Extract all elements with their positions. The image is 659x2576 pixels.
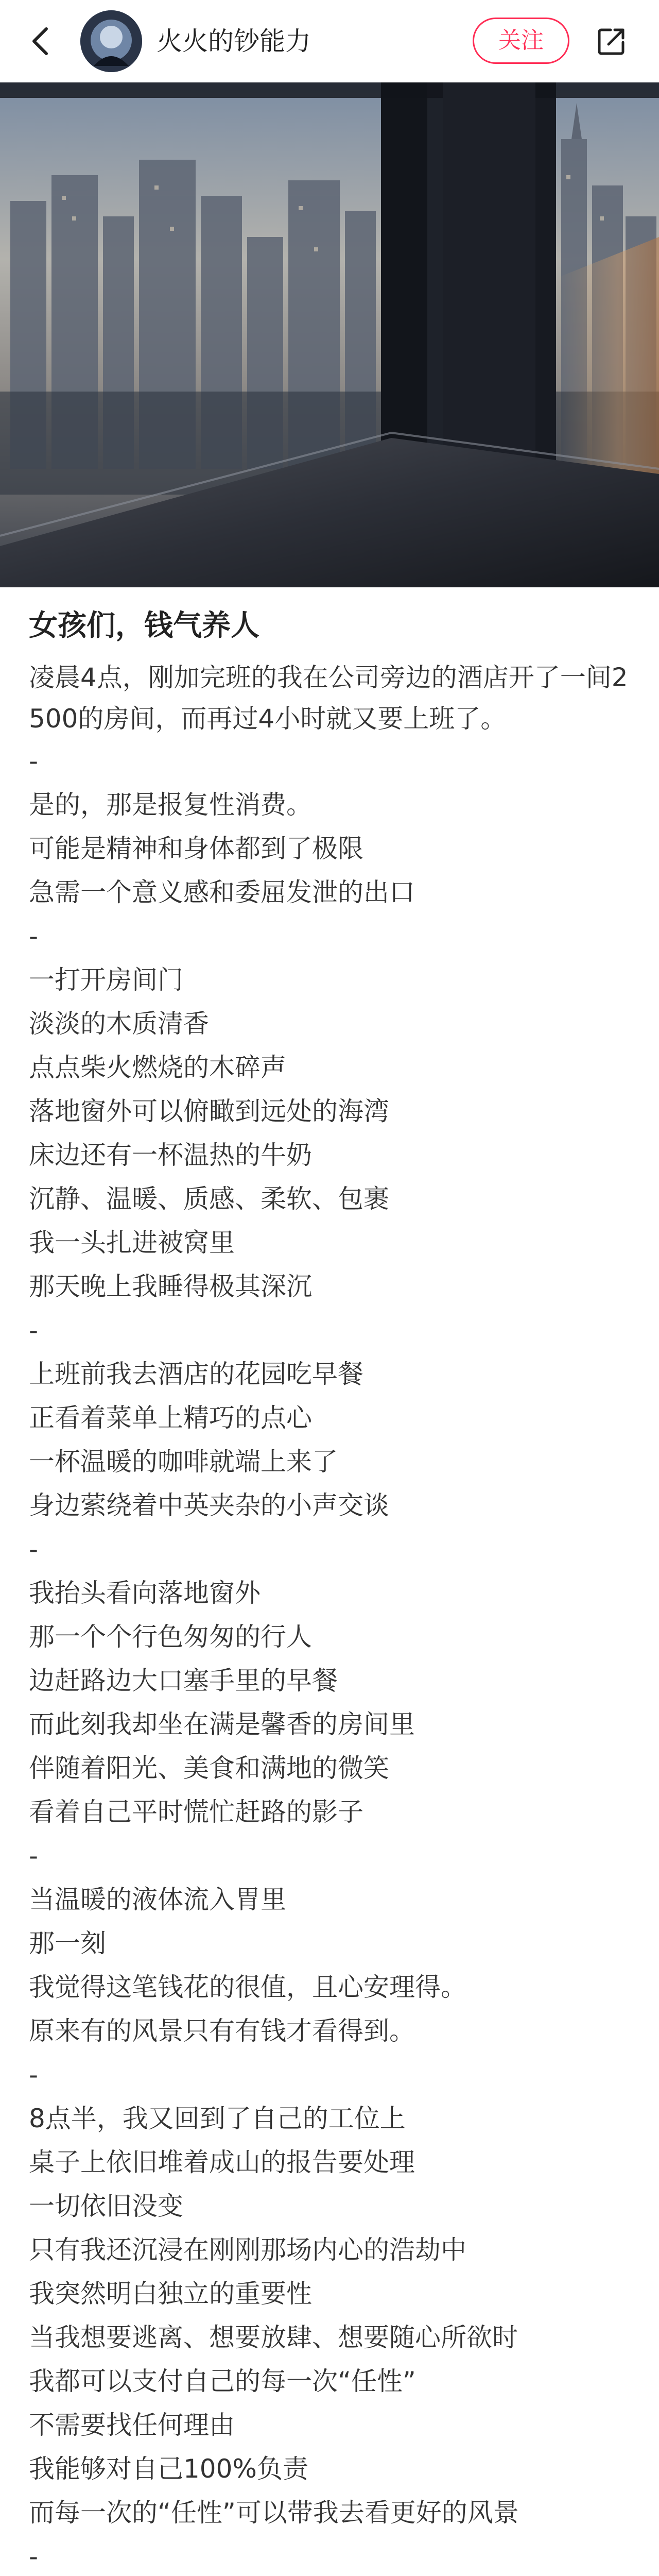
article-line: 那天晚上我睡得极其深沉 bbox=[29, 1272, 312, 1301]
share-icon bbox=[595, 25, 628, 58]
avatar-image bbox=[80, 10, 142, 72]
article-line: 原来有的风景只有有钱才看得到。 bbox=[29, 2016, 415, 2046]
article-line: 我突然明白独立的重要性 bbox=[29, 2279, 312, 2309]
chevron-left-icon bbox=[29, 26, 51, 57]
article-line: 床边还有一杯温热的牛奶 bbox=[29, 1140, 312, 1170]
separator-dash: - bbox=[29, 921, 39, 951]
separator-dash: - bbox=[29, 2060, 39, 2090]
article-line: 看着自己平时慌忙赶路的影子 bbox=[29, 1797, 363, 1827]
article-line: 沉静、温暖、质感、柔软、包裹 bbox=[29, 1184, 389, 1214]
separator-dash: - bbox=[29, 2541, 39, 2571]
article-line: 边赶路边大口塞手里的早餐 bbox=[29, 1666, 338, 1696]
article-line: 而每一次的“任性”可以带我去看更好的风景 bbox=[29, 2498, 519, 2528]
article-line: 点点柴火燃烧的木碎声 bbox=[29, 1053, 286, 1082]
article-lines bbox=[29, 739, 631, 2576]
hotel-window-city-view-image bbox=[0, 82, 659, 587]
article-body bbox=[29, 605, 631, 2576]
separator-dash: - bbox=[29, 1315, 39, 1345]
article-line: 不需要找任何理由 bbox=[29, 2410, 235, 2440]
top-bar bbox=[0, 0, 659, 82]
article-line: 只有我还沉浸在刚刚那场内心的浩劫中 bbox=[29, 2235, 466, 2265]
separator-dash: - bbox=[29, 1841, 39, 1871]
article-line: 是的，那是报复性消费。 bbox=[29, 790, 312, 820]
article-line: 我抬头看向落地窗外 bbox=[29, 1578, 261, 1608]
article-line: 那一个个行色匆匆的行人 bbox=[29, 1622, 312, 1652]
article-line: 上班前我去酒店的花园吃早餐 bbox=[29, 1359, 363, 1389]
back-button[interactable] bbox=[21, 22, 60, 61]
article-line: 伴随着阳光、美食和满地的微笑 bbox=[29, 1753, 389, 1783]
article-line: 而此刻我却坐在满是馨香的房间里 bbox=[29, 1709, 415, 1739]
separator-dash: - bbox=[29, 1534, 39, 1564]
avatar[interactable] bbox=[80, 10, 142, 72]
article-line: 我觉得这笔钱花的很值，且心安理得。 bbox=[29, 1972, 466, 2002]
article-line: 那一刻 bbox=[29, 1928, 106, 1958]
follow-button[interactable]: 关注 bbox=[473, 18, 569, 64]
article-line: 一杯温暖的咖啡就端上来了 bbox=[29, 1447, 338, 1477]
article-line: 身边萦绕着中英夹杂的小声交谈 bbox=[29, 1490, 389, 1520]
article-line: 一打开房间门 bbox=[29, 965, 183, 995]
article-line: 当我想要逃离、想要放肆、想要随心所欲时 bbox=[29, 2323, 518, 2352]
article-line: 我一头扎进被窝里 bbox=[29, 1228, 235, 1258]
article-line: 急需一个意义感和委屈发泄的出口 bbox=[29, 877, 415, 907]
article-line: 我都可以支付自己的每一次“任性” bbox=[29, 2366, 416, 2396]
article-title: 女孩们，钱气养人 bbox=[29, 609, 259, 642]
article-line: 可能是精神和身体都到了极限 bbox=[29, 834, 363, 863]
article-line: 淡淡的木质清香 bbox=[29, 1009, 209, 1039]
article-line: 8点半，我又回到了自己的工位上 bbox=[29, 2104, 406, 2133]
article-line: 桌子上依旧堆着成山的报告要处理 bbox=[29, 2147, 415, 2177]
article-line: 落地窗外可以俯瞰到远处的海湾 bbox=[29, 1096, 389, 1126]
share-button[interactable] bbox=[591, 21, 632, 62]
article-line: 当温暖的液体流入胃里 bbox=[29, 1885, 286, 1914]
hero-image[interactable] bbox=[0, 82, 659, 587]
article-line: 正看着菜单上精巧的点心 bbox=[29, 1403, 312, 1433]
article-intro: 凌晨4点，刚加完班的我在公司旁边的酒店开了一间2500的房间，而再过4小时就又要上班了。 bbox=[29, 663, 628, 734]
author-name[interactable]: 火火的钞能力 bbox=[157, 26, 311, 56]
article-line: 一切依旧没变 bbox=[29, 2191, 183, 2221]
separator-dash: - bbox=[29, 746, 39, 776]
article-line: 我能够对自己100%负责 bbox=[29, 2454, 308, 2484]
